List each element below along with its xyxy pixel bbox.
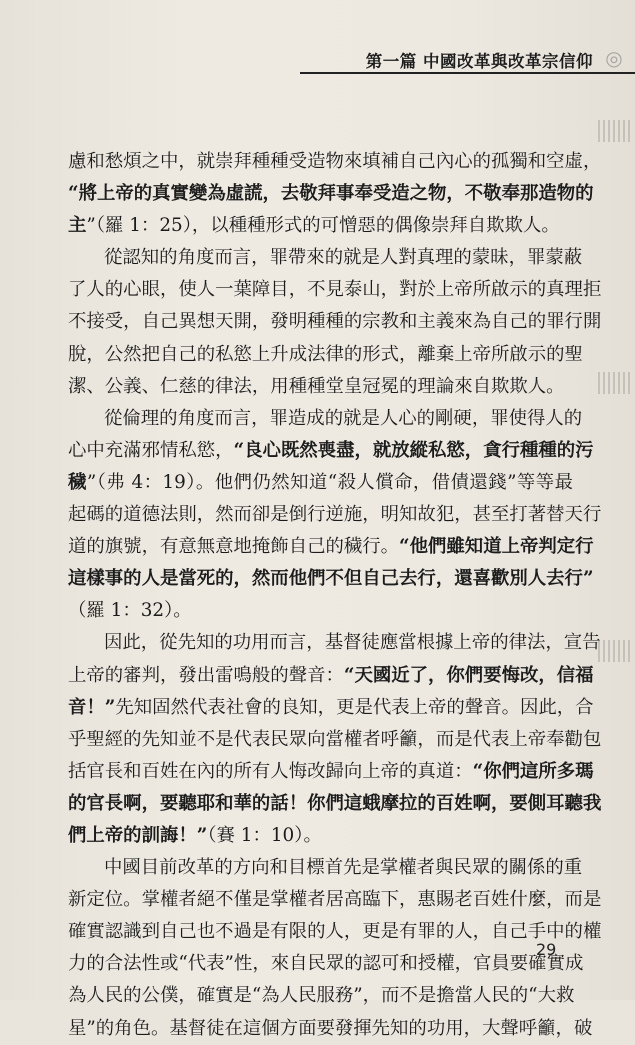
text-line bbox=[68, 146, 602, 178]
header-rule bbox=[300, 72, 635, 74]
bold-quote-segment: “他們雖知道上帝判定行 bbox=[399, 536, 594, 558]
text-line bbox=[68, 948, 584, 980]
text-segment: 上帝的審判，發出雷鳴般的聲音： bbox=[68, 664, 344, 686]
bold-quote-segment: 主 bbox=[68, 215, 87, 237]
text-segment: （羅 1：32）。 bbox=[68, 600, 192, 622]
text-segment: 起碼的道德法則，然而卻是倒行逆施，明知故犯，甚至打著替天行 bbox=[68, 504, 602, 526]
text-segment: 星”的角色。基督徒在這個方面要發揮先知的功用，大聲呼籲，破 bbox=[68, 1017, 593, 1039]
text-line bbox=[68, 467, 573, 499]
text-line bbox=[68, 660, 594, 692]
header-ornament-icon: ◎ bbox=[605, 46, 623, 70]
text-segment: 乎聖經的先知並不是代表民眾向當權者呼籲，而是代表上帝奉勸包 bbox=[68, 728, 602, 750]
text-line bbox=[68, 371, 573, 403]
text-segment: 新定位。掌權者絕不僅是掌權者居高臨下，惠賜老百姓什麼，而是 bbox=[68, 889, 602, 911]
text-segment: 括官長和百姓在內的所有人悔改歸向上帝的真道： bbox=[68, 760, 473, 782]
text-line bbox=[68, 692, 594, 724]
text-line bbox=[68, 756, 594, 788]
text-segment: ”（弗 4：19）。他們仍然知道“殺人償命，借債還錢”等等最 bbox=[86, 471, 573, 493]
bold-quote-segment: “將上帝的真實變為虛謊，去敬拜事奉受造之物，不敬奉那造物的 bbox=[68, 183, 594, 205]
text-segment: ”（羅 1：25），以種種形式的可憎惡的偶像崇拜自欺欺人。 bbox=[86, 215, 560, 237]
text-segment: 中國目前改革的方向和目標首先是掌權者與民眾的關係的重 bbox=[104, 857, 583, 879]
text-line bbox=[68, 916, 602, 948]
text-line bbox=[68, 595, 573, 627]
text-line bbox=[68, 210, 573, 242]
bleed-through-mark bbox=[598, 120, 630, 142]
text-line bbox=[68, 178, 594, 210]
text-segment: 脫，公然把自己的私慾上升成法律的形式，離棄上帝所啟示的聖 bbox=[68, 343, 583, 365]
bleed-through-mark bbox=[598, 372, 630, 394]
text-line bbox=[68, 820, 573, 852]
text-segment: 道的旗號，有意無意地掩飾自己的穢行。 bbox=[68, 536, 400, 558]
bold-quote-segment: “良心既然喪盡，就放縱私慾，貪行種種的污 bbox=[233, 439, 594, 461]
text-segment: 確實認識到自己也不過是有限的人，更是有罪的人，自己手中的權 bbox=[68, 921, 602, 943]
text-line bbox=[68, 499, 602, 531]
text-line bbox=[68, 1013, 593, 1045]
bold-quote-segment: “天國近了，你們要悔改，信福 bbox=[343, 664, 594, 686]
text-segment: 先知固然代表社會的良知，更是代表上帝的聲音。因此，合 bbox=[115, 696, 594, 718]
text-segment: 從倫理的角度而言，罪造成的就是人心的剛硬，罪使得人的 bbox=[104, 407, 583, 429]
text-line bbox=[68, 435, 594, 467]
text-segment: 心中充滿邪情私慾， bbox=[68, 439, 234, 461]
bold-quote-segment: 穢 bbox=[68, 471, 87, 493]
text-segment: 了人的心眼，使人一葉障目，不見泰山，對於上帝所啟示的真理拒 bbox=[68, 279, 602, 301]
bold-quote-segment: 們上帝的訓誨！” bbox=[68, 824, 208, 846]
text-segment: 因此，從先知的功用而言，基督徒應當根據上帝的律法，宣告 bbox=[104, 632, 601, 654]
text-line bbox=[68, 788, 602, 820]
page-number: 29 bbox=[536, 940, 557, 959]
text-segment: 潔、公義、仁慈的律法，用種種堂皇冠冕的理論來自欺欺人。 bbox=[68, 375, 565, 397]
bold-quote-segment: 這樣事的人是當死的，然而他們不但自己去行，還喜歡別人去行” bbox=[68, 568, 594, 590]
running-header bbox=[300, 44, 635, 74]
text-segment: 從認知的角度而言，罪帶來的就是人對真理的蒙昧，罪蒙蔽 bbox=[104, 247, 583, 269]
text-segment: 力的合法性或“代表”性，來自民眾的認可和授權，官員要確實成 bbox=[68, 953, 584, 975]
text-line bbox=[68, 627, 601, 659]
text-line bbox=[68, 274, 602, 306]
bold-quote-segment: 的官長啊，要聽耶和華的話！你們這蛾摩拉的百姓啊，要側耳聽我 bbox=[68, 792, 602, 814]
text-line bbox=[68, 306, 602, 338]
text-line bbox=[68, 980, 573, 1012]
text-line bbox=[68, 724, 602, 756]
text-line bbox=[68, 403, 583, 435]
text-line bbox=[68, 852, 583, 884]
text-line bbox=[68, 884, 602, 916]
text-segment: 不接受，自己異想天開，發明種種的宗教和主義來為自己的罪行開 bbox=[68, 311, 602, 333]
text-segment: 慮和愁煩之中，就崇拜種種受造物來填補自己內心的孤獨和空虛， bbox=[68, 151, 602, 172]
bold-quote-segment: 音！” bbox=[68, 696, 116, 718]
chapter-title: 第一篇 中國改革與改革宗信仰 bbox=[365, 52, 593, 71]
text-segment: 為人民的公僕，確實是“為人民服務”，而不是擔當人民的“大救 bbox=[68, 985, 575, 1007]
bold-quote-segment: “你們這所多瑪 bbox=[472, 760, 594, 782]
text-line bbox=[68, 242, 583, 274]
bleed-through-mark bbox=[598, 640, 630, 662]
text-line bbox=[68, 339, 583, 371]
text-line bbox=[68, 563, 594, 595]
text-segment: （賽 1：10）。 bbox=[207, 824, 322, 846]
body-text bbox=[68, 146, 602, 1045]
text-line bbox=[68, 531, 594, 563]
